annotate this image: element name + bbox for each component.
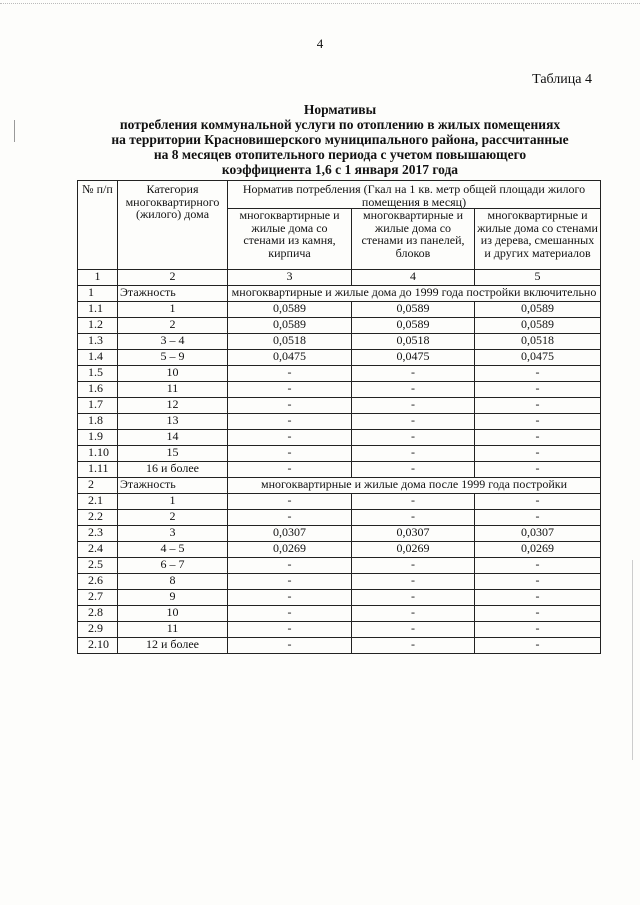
row-category: 1 <box>118 302 228 318</box>
row-num: 2.9 <box>78 622 118 638</box>
row-value-wood: - <box>475 430 601 446</box>
row-category: 15 <box>118 446 228 462</box>
table-row <box>78 622 601 638</box>
row-value-wood: - <box>475 462 601 478</box>
table-row <box>78 334 601 350</box>
row-value-wood: - <box>475 574 601 590</box>
row-category: 13 <box>118 414 228 430</box>
row-category: 1 <box>118 494 228 510</box>
row-value-stone: - <box>228 462 352 478</box>
row-value-panel: - <box>352 622 475 638</box>
row-num: 1.10 <box>78 446 118 462</box>
section-label: Этажность <box>118 286 228 302</box>
row-num: 1.8 <box>78 414 118 430</box>
row-num: 1.2 <box>78 318 118 334</box>
header-col3: многоквартирные и жилые дома со стенами из камня, кирпича <box>228 209 352 270</box>
row-category: 3 – 4 <box>118 334 228 350</box>
index-cell: 5 <box>475 270 601 286</box>
table-header-row <box>78 181 601 209</box>
row-value-panel: - <box>352 382 475 398</box>
header-col4: многоквартирные и жилые дома со стенами из панелей, блоков <box>352 209 475 270</box>
row-value-stone: - <box>228 382 352 398</box>
row-value-stone: - <box>228 398 352 414</box>
row-num: 1.5 <box>78 366 118 382</box>
row-value-wood: - <box>475 446 601 462</box>
header-col5: многоквартирные и жилые дома со стенами из дерева, смешанных и других материалов <box>475 209 601 270</box>
row-num: 1.4 <box>78 350 118 366</box>
table-row <box>78 398 601 414</box>
row-category: 8 <box>118 574 228 590</box>
section-title: многоквартирные и жилые дома до 1999 года постройки включительно <box>228 286 601 302</box>
table-label: Таблица 4 <box>532 72 592 87</box>
row-value-wood: - <box>475 510 601 526</box>
table-row <box>78 366 601 382</box>
row-value-stone: 0,0269 <box>228 542 352 558</box>
row-value-panel: - <box>352 558 475 574</box>
row-value-stone: 0,0589 <box>228 302 352 318</box>
row-value-panel: - <box>352 462 475 478</box>
row-category: 11 <box>118 622 228 638</box>
index-cell: 2 <box>118 270 228 286</box>
row-value-stone: - <box>228 494 352 510</box>
row-value-wood: 0,0518 <box>475 334 601 350</box>
row-num: 2.10 <box>78 638 118 654</box>
section-title: многоквартирные и жилые дома после 1999 года постройки <box>228 478 601 494</box>
table-row <box>78 638 601 654</box>
row-value-wood: 0,0589 <box>475 318 601 334</box>
row-value-panel: 0,0269 <box>352 542 475 558</box>
row-category: 4 – 5 <box>118 542 228 558</box>
row-category: 5 – 9 <box>118 350 228 366</box>
row-value-stone: - <box>228 510 352 526</box>
table-row <box>78 302 601 318</box>
row-value-wood: - <box>475 414 601 430</box>
row-value-wood: - <box>475 366 601 382</box>
table-row <box>78 414 601 430</box>
row-num: 2.8 <box>78 606 118 622</box>
row-value-stone: 0,0475 <box>228 350 352 366</box>
norms-table <box>77 180 601 654</box>
heading-line: Нормативы <box>303 102 377 117</box>
row-value-panel: 0,0589 <box>352 318 475 334</box>
row-category: 10 <box>118 366 228 382</box>
row-value-panel: - <box>352 366 475 382</box>
heading-line: на территории Красновишерского муниципального района, рассчитанные <box>111 132 569 147</box>
row-value-panel: - <box>352 398 475 414</box>
row-value-wood: - <box>475 494 601 510</box>
row-value-wood: - <box>475 638 601 654</box>
row-num: 1.11 <box>78 462 118 478</box>
table-row <box>78 542 601 558</box>
table-row <box>78 590 601 606</box>
row-num: 2.4 <box>78 542 118 558</box>
row-value-stone: - <box>228 366 352 382</box>
row-value-stone: - <box>228 414 352 430</box>
row-num: 2.7 <box>78 590 118 606</box>
row-value-stone: - <box>228 574 352 590</box>
row-value-wood: - <box>475 398 601 414</box>
page-number: 4 <box>316 36 324 51</box>
row-value-stone: 0,0589 <box>228 318 352 334</box>
row-category: 2 <box>118 510 228 526</box>
row-value-panel: - <box>352 606 475 622</box>
table-row <box>78 574 601 590</box>
table-row <box>78 510 601 526</box>
heading-line: коэффициента 1,6 с 1 января 2017 года <box>221 162 459 177</box>
row-value-stone: - <box>228 622 352 638</box>
row-value-panel: 0,0307 <box>352 526 475 542</box>
row-value-wood: 0,0307 <box>475 526 601 542</box>
row-value-stone: 0,0518 <box>228 334 352 350</box>
index-cell: 3 <box>228 270 352 286</box>
row-value-wood: - <box>475 622 601 638</box>
row-value-stone: - <box>228 638 352 654</box>
section-num: 2 <box>78 478 118 494</box>
table-row <box>78 558 601 574</box>
row-value-wood: - <box>475 558 601 574</box>
table-row <box>78 526 601 542</box>
table-row <box>78 318 601 334</box>
row-value-panel: - <box>352 590 475 606</box>
row-category: 6 – 7 <box>118 558 228 574</box>
scan-margin-mark <box>632 560 633 760</box>
row-num: 1.1 <box>78 302 118 318</box>
row-category: 12 <box>118 398 228 414</box>
header-norm: Норматив потребления (Гкал на 1 кв. метр общей площади жилого помещения в месяц) <box>228 181 601 209</box>
section-label: Этажность <box>118 478 228 494</box>
row-category: 14 <box>118 430 228 446</box>
row-value-panel: - <box>352 430 475 446</box>
row-category: 2 <box>118 318 228 334</box>
row-value-stone: - <box>228 446 352 462</box>
row-num: 2.6 <box>78 574 118 590</box>
row-category: 16 и более <box>118 462 228 478</box>
row-value-panel: - <box>352 414 475 430</box>
row-value-panel: - <box>352 510 475 526</box>
row-category: 9 <box>118 590 228 606</box>
row-num: 1.9 <box>78 430 118 446</box>
row-value-stone: - <box>228 558 352 574</box>
row-value-wood: 0,0589 <box>475 302 601 318</box>
scan-edge-line <box>0 3 640 4</box>
heading-line: на 8 месяцев отопительного периода с учетом повышающего <box>153 147 527 162</box>
table-row <box>78 606 601 622</box>
header-category: Категория многоквартирного (жилого) дома <box>118 181 228 270</box>
row-value-panel: - <box>352 494 475 510</box>
row-value-stone: - <box>228 606 352 622</box>
table-row <box>78 350 601 366</box>
table-row <box>78 462 601 478</box>
row-num: 2.5 <box>78 558 118 574</box>
row-num: 1.6 <box>78 382 118 398</box>
row-num: 1.7 <box>78 398 118 414</box>
row-value-panel: - <box>352 446 475 462</box>
row-category: 11 <box>118 382 228 398</box>
row-value-stone: - <box>228 430 352 446</box>
row-value-panel: 0,0518 <box>352 334 475 350</box>
index-cell: 1 <box>78 270 118 286</box>
row-category: 12 и более <box>118 638 228 654</box>
row-num: 2.2 <box>78 510 118 526</box>
row-value-panel: 0,0589 <box>352 302 475 318</box>
section-header-row <box>78 478 601 494</box>
row-value-wood: 0,0475 <box>475 350 601 366</box>
row-category: 10 <box>118 606 228 622</box>
header-num: № п/п <box>78 181 118 270</box>
row-value-stone: - <box>228 590 352 606</box>
row-num: 2.3 <box>78 526 118 542</box>
section-header-row <box>78 286 601 302</box>
row-value-wood: - <box>475 590 601 606</box>
row-num: 1.3 <box>78 334 118 350</box>
row-value-wood: - <box>475 382 601 398</box>
row-value-panel: 0,0475 <box>352 350 475 366</box>
index-cell: 4 <box>352 270 475 286</box>
row-value-panel: - <box>352 574 475 590</box>
table-row <box>78 446 601 462</box>
row-value-stone: 0,0307 <box>228 526 352 542</box>
table-row <box>78 494 601 510</box>
heading-line: потребления коммунальной услуги по отоплению в жилых помещениях <box>119 117 561 132</box>
row-value-wood: 0,0269 <box>475 542 601 558</box>
row-category: 3 <box>118 526 228 542</box>
row-num: 2.1 <box>78 494 118 510</box>
table-row <box>78 430 601 446</box>
scan-margin-mark <box>14 120 15 142</box>
row-value-panel: - <box>352 638 475 654</box>
row-value-wood: - <box>475 606 601 622</box>
section-num: 1 <box>78 286 118 302</box>
index-row <box>78 270 601 286</box>
document-heading <box>60 102 620 177</box>
table-row <box>78 382 601 398</box>
